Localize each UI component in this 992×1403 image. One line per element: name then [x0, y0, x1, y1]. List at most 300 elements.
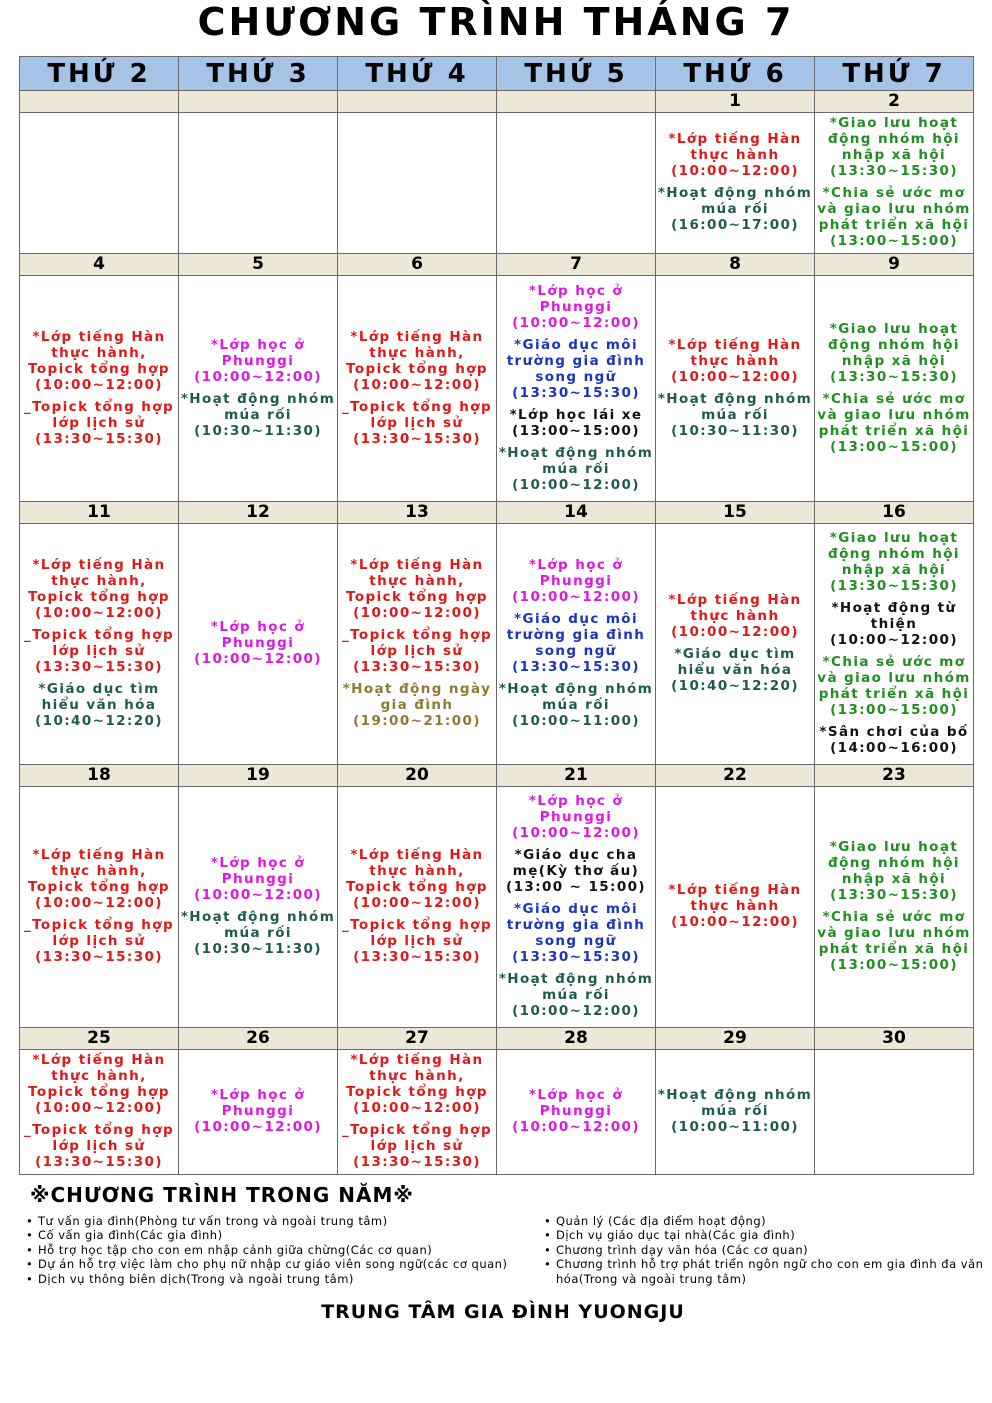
event-line: Phunggi	[539, 809, 613, 825]
event-item	[817, 391, 971, 455]
day-cell	[179, 787, 338, 1028]
day-cell	[338, 276, 497, 502]
event-line: *Lớp học ở	[210, 336, 306, 353]
weekday-header-row	[20, 57, 974, 91]
event-line: (10:00~12:00)	[353, 1100, 481, 1116]
day-number: 11	[20, 502, 179, 524]
event-item	[181, 391, 335, 439]
yearly-list-left	[26, 1214, 546, 1286]
event-line: lớp lịch sử	[52, 1138, 146, 1154]
week-events-row	[20, 276, 974, 502]
day-number: 29	[656, 1028, 815, 1050]
event-item	[28, 1052, 170, 1116]
day-number: 9	[815, 254, 974, 276]
day-number: 16	[815, 502, 974, 524]
event-item	[830, 600, 958, 648]
event-item	[512, 557, 640, 605]
event-line: Topick tổng hợp	[346, 879, 488, 895]
event-line: Phunggi	[221, 635, 295, 651]
yearly-program-item: • Dự án hỗ trợ việc làm cho phụ nữ nhập cư giáo viên song ngữ(các cơ quan)	[26, 1257, 546, 1271]
event-line: (10:40~12:20)	[671, 678, 799, 694]
day-number-row	[20, 765, 974, 787]
event-line: *Giao lưu hoạt	[829, 115, 959, 131]
event-line: thực hành	[690, 608, 780, 624]
event-line: phát triển xã hội	[818, 941, 970, 957]
center-name-footer: TRUNG TÂM GIA ĐÌNH YUONGJU	[321, 1301, 685, 1323]
event-item	[507, 611, 646, 675]
event-line: *Lớp tiếng Hàn	[350, 328, 484, 345]
event-item	[512, 1087, 640, 1135]
day-cell	[815, 1050, 974, 1175]
event-line: lớp lịch sử	[370, 1138, 464, 1154]
event-line: động nhóm hội	[828, 546, 960, 562]
event-item	[35, 681, 163, 729]
day-cell	[497, 524, 656, 765]
event-line: _Topick tổng hợp	[341, 917, 493, 933]
event-line: *Giáo dục môi	[514, 611, 638, 627]
event-line: (13:30~15:30)	[512, 384, 640, 401]
event-line: và giao lưu nhóm	[817, 670, 971, 686]
event-line: (16:00~17:00)	[671, 217, 799, 233]
event-line: thực hành,	[51, 863, 147, 879]
event-line: *Giao lưu hoạt	[829, 530, 959, 546]
event-item	[342, 1122, 492, 1170]
event-line: *Chia sẻ ước mơ	[822, 909, 966, 925]
event-line: và giao lưu nhóm	[817, 925, 971, 941]
day-cell	[20, 1050, 179, 1175]
event-item	[668, 337, 801, 385]
event-line: phát triển xã hội	[818, 217, 970, 233]
event-line: *Lớp tiếng Hàn	[32, 557, 166, 573]
event-line: Topick tổng hợp	[346, 1084, 488, 1100]
event-item	[658, 391, 812, 439]
event-line: múa rối	[542, 697, 610, 713]
yearly-program-item: • Dịch vụ thông biên dịch(Trong và ngoài trung tâm)	[26, 1272, 546, 1286]
event-line: (10:00~12:00)	[353, 605, 481, 621]
event-line: (13:30~15:30)	[353, 430, 481, 447]
event-line: (10:00~12:00)	[512, 825, 640, 841]
day-number-row	[20, 502, 974, 524]
event-item	[28, 329, 170, 393]
day-cell	[815, 113, 974, 254]
event-line: *Giáo dục tìm	[38, 681, 160, 697]
event-line: (10:00~12:00)	[830, 632, 958, 648]
event-line: lớp lịch sử	[52, 933, 146, 949]
event-line: nhập xã hội	[841, 147, 947, 163]
day-cell	[179, 276, 338, 502]
event-line: *Sân chơi của bố	[819, 724, 969, 740]
day-number: 18	[20, 765, 179, 787]
event-line: *Hoạt động nhóm	[657, 185, 813, 201]
event-item	[828, 839, 960, 903]
event-line: (10:30~11:30)	[671, 422, 799, 439]
event-item	[507, 337, 646, 401]
event-line: *Lớp học ở	[528, 557, 624, 573]
event-item	[668, 131, 801, 179]
event-line: _Topick tổng hợp	[23, 1122, 175, 1138]
event-line: (10:00~12:00)	[35, 1100, 163, 1116]
day-cell	[20, 524, 179, 765]
event-line: Topick tổng hợp	[346, 360, 488, 377]
event-item	[499, 445, 653, 493]
event-line: *Lớp tiếng Hàn	[350, 847, 484, 863]
event-line: mẹ(Kỳ thơ ấu)	[512, 863, 640, 879]
day-number: 14	[497, 502, 656, 524]
event-line: (13:00~15:00)	[830, 702, 958, 718]
event-line: (10:30~11:30)	[194, 422, 322, 439]
event-line: *Hoạt động từ	[831, 600, 957, 616]
event-line: hiểu văn hóa	[677, 662, 793, 678]
event-line: Phunggi	[221, 352, 295, 369]
day-cell	[815, 276, 974, 502]
event-line: *Lớp học lái xe	[509, 406, 643, 423]
event-line: *Hoạt động nhóm	[180, 909, 336, 925]
day-number-row	[20, 1028, 974, 1050]
event-item	[819, 724, 968, 756]
day-number: 26	[179, 1028, 338, 1050]
event-line: (10:30~11:30)	[194, 941, 322, 957]
event-line: _Topick tổng hợp	[341, 627, 493, 643]
event-line: (13:00~15:00)	[830, 233, 958, 249]
event-item	[507, 901, 646, 965]
event-line: (13:00~15:00)	[830, 438, 958, 455]
event-line: Phunggi	[539, 573, 613, 589]
weekday-header: THỨ 2	[20, 57, 179, 91]
day-number: 13	[338, 502, 497, 524]
yearly-program-item: • Dịch vụ giáo dục tại nhà(Các gia đình)	[544, 1228, 990, 1242]
event-line: *Lớp tiếng Hàn	[668, 882, 802, 898]
event-line: (10:00~12:00)	[194, 651, 322, 667]
event-item	[181, 909, 335, 957]
event-item	[512, 793, 640, 841]
event-line: (10:00~12:00)	[512, 1119, 640, 1135]
event-line: *Lớp tiếng Hàn	[668, 336, 802, 353]
event-item	[828, 115, 960, 179]
day-cell	[179, 1050, 338, 1175]
event-line: thực hành	[690, 147, 780, 163]
day-number-row	[20, 254, 974, 276]
event-line: *Hoạt động nhóm	[498, 971, 654, 987]
event-line: thực hành,	[51, 1068, 147, 1084]
event-item	[658, 1087, 812, 1135]
event-line: _Topick tổng hợp	[23, 627, 175, 643]
weekday-header: THỨ 7	[815, 57, 974, 91]
event-item	[506, 847, 646, 895]
yearly-program-item: • Quản lý (Các địa điểm hoạt động)	[544, 1214, 990, 1228]
weekday-header: THỨ 3	[179, 57, 338, 91]
day-cell	[656, 276, 815, 502]
yearly-program-item: • Chương trình dạy văn hóa (Các cơ quan)	[544, 1243, 990, 1257]
day-cell	[20, 113, 179, 254]
weekday-header: THỨ 6	[656, 57, 815, 91]
event-line: (13:00 ~ 15:00)	[506, 879, 646, 895]
event-line: múa rối	[701, 406, 769, 423]
event-line: *Lớp học ở	[528, 282, 624, 299]
event-line: (13:30~15:30)	[512, 659, 640, 675]
event-item	[510, 407, 643, 439]
event-item	[24, 627, 174, 675]
day-cell	[497, 276, 656, 502]
event-line: nhập xã hội	[841, 871, 947, 887]
event-item	[668, 592, 801, 640]
event-item	[499, 681, 653, 729]
event-line: (10:00~12:00)	[671, 624, 799, 640]
day-number: 7	[497, 254, 656, 276]
event-line: Topick tổng hợp	[346, 589, 488, 605]
day-number: 27	[338, 1028, 497, 1050]
event-line: (13:30~15:30)	[830, 578, 958, 594]
event-item	[346, 557, 488, 621]
event-line: (13:30~15:30)	[830, 887, 958, 903]
event-line: (13:30~15:30)	[35, 659, 163, 675]
event-line: trường gia đình	[506, 352, 646, 369]
event-line: múa rối	[701, 201, 769, 217]
day-number: 6	[338, 254, 497, 276]
page-title: CHƯƠNG TRÌNH THÁNG 7	[197, 0, 795, 44]
day-number: 30	[815, 1028, 974, 1050]
event-line: (10:00~12:00)	[512, 589, 640, 605]
yearly-program-item: • Hỗ trợ học tập cho con em nhập cảnh giữa chừng(Các cơ quan)	[26, 1243, 546, 1257]
event-line: (13:30~15:30)	[353, 1154, 481, 1170]
event-line: múa rối	[701, 1103, 769, 1119]
event-line: và giao lưu nhóm	[817, 201, 971, 217]
event-item	[194, 337, 322, 385]
event-item	[828, 530, 960, 594]
day-cell	[497, 1050, 656, 1175]
event-line: *Hoạt động nhóm	[498, 681, 654, 697]
event-line: thực hành	[690, 352, 780, 369]
event-item	[28, 557, 170, 621]
event-line: Topick tổng hợp	[28, 879, 170, 895]
event-item	[194, 1087, 322, 1135]
event-line: *Chia sẻ ước mơ	[822, 654, 966, 670]
day-cell	[338, 787, 497, 1028]
event-line: (13:30~15:30)	[35, 430, 163, 447]
event-item	[512, 283, 640, 331]
event-line: (14:00~16:00)	[830, 740, 958, 756]
day-number: 5	[179, 254, 338, 276]
event-line: trường gia đình	[506, 917, 646, 933]
event-line: nhập xã hội	[841, 562, 947, 578]
event-line: *Hoạt động nhóm	[180, 390, 336, 407]
event-line: lớp lịch sử	[370, 643, 464, 659]
event-line: (19:00~21:00)	[353, 713, 481, 729]
day-cell	[179, 524, 338, 765]
event-line: Phunggi	[539, 298, 613, 315]
day-number: 21	[497, 765, 656, 787]
event-line: hiểu văn hóa	[41, 697, 157, 713]
event-line: (10:00~12:00)	[194, 1119, 322, 1135]
day-number: 12	[179, 502, 338, 524]
event-line: động nhóm hội	[828, 336, 960, 353]
event-line: (10:00~12:00)	[35, 895, 163, 911]
event-item	[342, 627, 492, 675]
event-line: thực hành,	[369, 344, 465, 361]
day-number: 8	[656, 254, 815, 276]
yearly-program-title: ※CHƯƠNG TRÌNH TRONG NĂM※	[30, 1183, 414, 1207]
yearly-program-item: • Tư vấn gia đình(Phòng tư vấn trong và ngoài trung tâm)	[26, 1214, 546, 1228]
event-item	[343, 681, 492, 729]
event-line: *Lớp học ở	[210, 1087, 306, 1103]
event-line: *Lớp tiếng Hàn	[668, 592, 802, 608]
day-number: 4	[20, 254, 179, 276]
event-line: _Topick tổng hợp	[341, 1122, 493, 1138]
event-line: (10:00~11:00)	[671, 1119, 799, 1135]
event-line: (10:00~12:00)	[671, 163, 799, 179]
day-number: 25	[20, 1028, 179, 1050]
day-number	[179, 91, 338, 113]
week-events-row	[20, 524, 974, 765]
weekday-header: THỨ 4	[338, 57, 497, 91]
event-line: (10:00~11:00)	[512, 713, 640, 729]
calendar-table	[19, 56, 974, 1175]
event-line: *Giáo dục tìm	[674, 646, 796, 662]
event-line: *Giao lưu hoạt	[829, 839, 959, 855]
event-line: *Lớp học ở	[210, 619, 306, 635]
event-line: *Hoạt động nhóm	[498, 444, 654, 461]
week-events-row	[20, 1050, 974, 1175]
event-line: động nhóm hội	[828, 855, 960, 871]
event-line: *Giao lưu hoạt	[829, 320, 959, 337]
day-cell	[656, 787, 815, 1028]
event-line: _Topick tổng hợp	[23, 917, 175, 933]
event-line: thực hành,	[51, 573, 147, 589]
day-number: 15	[656, 502, 815, 524]
event-item	[24, 399, 174, 447]
event-item	[817, 909, 971, 973]
event-line: *Lớp tiếng Hàn	[350, 1052, 484, 1068]
event-line: song ngữ	[535, 368, 617, 385]
event-line: *Lớp tiếng Hàn	[668, 131, 802, 147]
event-line: thực hành,	[51, 344, 147, 361]
event-line: động nhóm hội	[828, 131, 960, 147]
event-line: (10:00~12:00)	[512, 476, 640, 493]
event-line: nhập xã hội	[841, 352, 947, 369]
day-number: 2	[815, 91, 974, 113]
event-line: (10:00~12:00)	[35, 605, 163, 621]
event-item	[817, 654, 971, 718]
event-line: *Lớp tiếng Hàn	[32, 1052, 166, 1068]
event-line: song ngữ	[535, 643, 617, 659]
event-line: (10:00~12:00)	[353, 895, 481, 911]
event-item	[817, 185, 971, 249]
day-number-row	[20, 91, 974, 113]
event-line: (10:00~12:00)	[671, 368, 799, 385]
event-line: *Lớp tiếng Hàn	[32, 328, 166, 345]
day-cell	[338, 524, 497, 765]
event-line: Phunggi	[539, 1103, 613, 1119]
event-line: Topick tổng hợp	[28, 589, 170, 605]
day-number	[338, 91, 497, 113]
event-line: gia đình	[380, 697, 454, 713]
day-number: 22	[656, 765, 815, 787]
event-line: *Hoạt động ngày	[342, 681, 492, 697]
event-item	[194, 855, 322, 903]
event-line: (13:30~15:30)	[830, 163, 958, 179]
event-item	[671, 646, 799, 694]
event-line: lớp lịch sử	[52, 414, 146, 431]
event-line: Topick tổng hợp	[28, 360, 170, 377]
day-cell	[179, 113, 338, 254]
event-item	[346, 329, 488, 393]
event-line: *Lớp tiếng Hàn	[32, 847, 166, 863]
weekday-header: THỨ 5	[497, 57, 656, 91]
week-events-row	[20, 787, 974, 1028]
event-line: thực hành,	[369, 863, 465, 879]
event-line: (10:00~12:00)	[353, 376, 481, 393]
event-line: múa rối	[542, 460, 610, 477]
event-line: *Lớp học ở	[528, 1087, 624, 1103]
day-number: 1	[656, 91, 815, 113]
event-line: phát triển xã hội	[818, 686, 970, 702]
event-line: song ngữ	[535, 933, 617, 949]
event-item	[24, 917, 174, 965]
day-number: 23	[815, 765, 974, 787]
event-line: (10:00~12:00)	[512, 314, 640, 331]
day-cell	[338, 113, 497, 254]
event-line: *Giáo dục môi	[514, 901, 638, 917]
event-line: (13:30~15:30)	[35, 949, 163, 965]
event-line: (13:30~15:30)	[512, 949, 640, 965]
event-line: (10:40~12:20)	[35, 713, 163, 729]
event-item	[28, 847, 170, 911]
day-cell	[815, 524, 974, 765]
day-number: 20	[338, 765, 497, 787]
event-item	[24, 1122, 174, 1170]
event-line: và giao lưu nhóm	[817, 406, 971, 423]
event-line: *Lớp học ở	[210, 855, 306, 871]
event-line: múa rối	[542, 987, 610, 1003]
event-line: múa rối	[224, 925, 292, 941]
event-line: (13:00~15:00)	[512, 422, 640, 439]
day-cell	[338, 1050, 497, 1175]
event-line: múa rối	[224, 406, 292, 423]
yearly-list-right	[544, 1214, 990, 1286]
event-line: (13:30~15:30)	[353, 949, 481, 965]
event-line: (10:00~12:00)	[512, 1003, 640, 1019]
day-cell	[20, 276, 179, 502]
day-cell	[497, 113, 656, 254]
week-events-row	[20, 113, 974, 254]
event-line: _Topick tổng hợp	[341, 398, 493, 415]
event-line: _Topick tổng hợp	[23, 398, 175, 415]
day-number: 28	[497, 1028, 656, 1050]
event-line: Topick tổng hợp	[28, 1084, 170, 1100]
event-line: (10:00~12:00)	[194, 368, 322, 385]
day-number	[20, 91, 179, 113]
event-line: Phunggi	[221, 871, 295, 887]
event-item	[658, 185, 812, 233]
yearly-program-item: • Cố vấn gia đình(Các gia đình)	[26, 1228, 546, 1242]
day-cell	[656, 524, 815, 765]
event-line: (10:00~12:00)	[35, 376, 163, 393]
event-line: thực hành	[690, 898, 780, 914]
event-line: trường gia đình	[506, 627, 646, 643]
event-line: (13:00~15:00)	[830, 957, 958, 973]
event-item	[499, 971, 653, 1019]
day-cell	[656, 113, 815, 254]
event-line: (10:00~12:00)	[194, 887, 322, 903]
event-item	[668, 882, 801, 930]
event-line: thiện	[870, 616, 918, 632]
event-line: *Hoạt động nhóm	[657, 390, 813, 407]
event-line: Phunggi	[221, 1103, 295, 1119]
event-line: *Lớp tiếng Hàn	[350, 557, 484, 573]
event-line: (13:30~15:30)	[830, 368, 958, 385]
event-item	[342, 917, 492, 965]
day-number: 19	[179, 765, 338, 787]
event-item	[346, 1052, 488, 1116]
